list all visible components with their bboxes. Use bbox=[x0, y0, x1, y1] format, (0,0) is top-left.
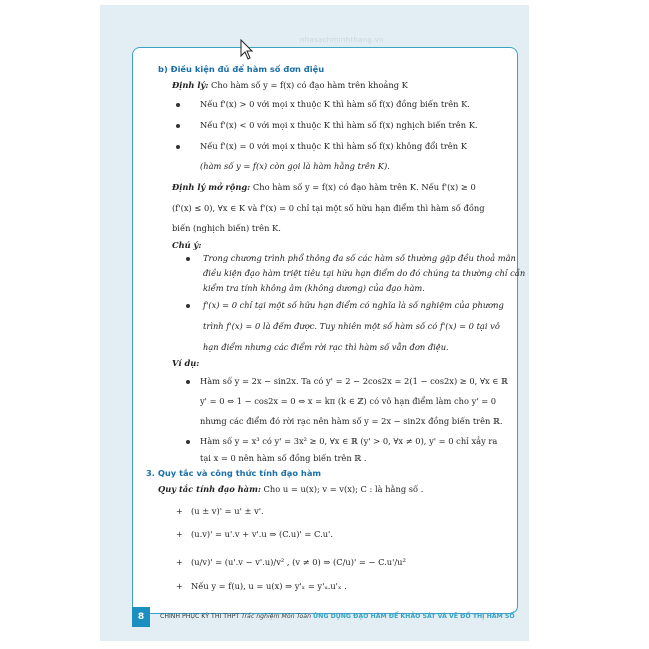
note2-line: trình f'(x) = 0 là đếm được. Tuy nhiên một số hàm số có f'(x) = 0 tại vô bbox=[203, 321, 500, 331]
ex1-line: y' = 0 ⇔ 1 − cos2x = 0 ⇔ x = kπ (k ∈ ℤ) có vô hạn điểm làm cho y' = 0 bbox=[200, 396, 497, 406]
example-label: Ví dụ: bbox=[172, 358, 200, 368]
theorem-label: Định lý: bbox=[172, 80, 209, 90]
bullet bbox=[176, 145, 180, 149]
theorem-item: Nếu f'(x) = 0 với mọi x thuộc K thì hàm số f(x) không đổi trên K bbox=[200, 141, 467, 151]
footer-text bbox=[160, 613, 515, 620]
extended-theorem bbox=[172, 182, 476, 192]
footer-right: ỨNG DỤNG ĐẠO HÀM ĐỂ KHẢO SÁT VÀ VẼ ĐỒ THỊ HÀM SỐ bbox=[312, 613, 515, 620]
note1-line: điều kiện đạo hàm triệt tiêu tại hữu hạn điểm do đó chúng ta thường chỉ cần bbox=[203, 268, 526, 278]
section-b-title: b) Điều kiện đủ để hàm số đơn điệu bbox=[158, 64, 325, 74]
plus-marker: + bbox=[176, 530, 183, 539]
bullet bbox=[186, 304, 190, 308]
page-number: 8 bbox=[132, 607, 150, 627]
bullet bbox=[176, 103, 180, 107]
rule-item: (u/v)' = (u'.v − v'.u)/v² , (v ≠ 0) ⇒ (C/u)' = − C.u'/u² bbox=[191, 557, 406, 567]
note2-line: hạn điểm nhưng các điểm rời rạc thì hàm số vẫn đơn điệu. bbox=[203, 342, 449, 352]
ext-line2: (f'(x) ≤ 0), ∀x ∈ K và f'(x) = 0 chỉ tại một số hữu hạn điểm thì hàm số đồng bbox=[172, 203, 485, 213]
ex1-line: Hàm số y = 2x − sin2x. Ta có y' = 2 − 2cos2x = 2(1 − cos2x) ≥ 0, ∀x ∈ ℝ bbox=[200, 376, 508, 386]
rule-item: Nếu y = f(u), u = u(x) ⇒ y'ₓ = y'ᵤ.u'ₓ . bbox=[191, 581, 347, 591]
rules-text: Cho u = u(x); v = v(x); C : là hằng số . bbox=[263, 484, 424, 494]
theorem-item: Nếu f'(x) < 0 với mọi x thuộc K thì hàm số f(x) nghịch biến trên K. bbox=[200, 120, 478, 130]
theorem bbox=[172, 80, 408, 90]
bullet bbox=[186, 380, 190, 384]
note-label: Chú ý: bbox=[172, 240, 202, 250]
footer-left: CHINH PHỤC KỲ THI THPT bbox=[160, 613, 240, 620]
rules-label: Quy tắc tính đạo hàm: bbox=[158, 484, 261, 494]
note1-line: kiểm tra tính không âm (không dương) của đạo hàm. bbox=[203, 283, 425, 293]
watermark: nhasachminhthang.vn bbox=[300, 36, 384, 44]
theorem-item-note: (hàm số y = f(x) còn gọi là hàm hằng trên K). bbox=[200, 161, 390, 171]
bullet bbox=[186, 257, 190, 261]
ext-label: Định lý mở rộng: bbox=[172, 182, 251, 192]
bullet bbox=[186, 440, 190, 444]
plus-marker: + bbox=[176, 558, 183, 567]
theorem-item: Nếu f'(x) > 0 với mọi x thuộc K thì hàm số f(x) đồng biến trên K. bbox=[200, 99, 470, 109]
theorem-text: Cho hàm số y = f(x) có đạo hàm trên khoảng K bbox=[211, 80, 408, 90]
rule-item: (u.v)' = u'.v + v'.u ⇒ (C.u)' = C.u'. bbox=[191, 529, 333, 539]
section-3-title: 3. Quy tắc và công thức tính đạo hàm bbox=[146, 468, 322, 478]
footer-mid: Trắc nghiệm Môn Toán bbox=[241, 613, 312, 620]
bullet bbox=[176, 124, 180, 128]
ex1-line: nhưng các điểm đó rời rạc nên hàm số y = 2x − sin2x đồng biến trên ℝ. bbox=[200, 416, 503, 426]
ext-line3: biến (nghịch biến) trên K. bbox=[172, 223, 281, 233]
plus-marker: + bbox=[176, 582, 183, 591]
ex2-line: tại x = 0 nên hàm số đồng biến trên ℝ . bbox=[200, 453, 367, 463]
plus-marker: + bbox=[176, 507, 183, 516]
ext-line1: Cho hàm số y = f(x) có đạo hàm trên K. Nếu f'(x) ≥ 0 bbox=[252, 182, 476, 192]
ex2-line: Hàm số y = x³ có y' = 3x² ≥ 0, ∀x ∈ ℝ (y' > 0, ∀x ≠ 0), y' = 0 chỉ xảy ra bbox=[200, 436, 498, 446]
note2-line: f'(x) = 0 chỉ tại một số hữu hạn điểm có nghĩa là số nghiệm của phương bbox=[203, 300, 504, 310]
note1-line: Trong chương trình phổ thông đa số các hàm số thường gặp đều thoả mãn bbox=[203, 253, 516, 263]
mouse-cursor-icon bbox=[240, 39, 254, 61]
rules-intro bbox=[158, 484, 423, 494]
rule-item: (u ± v)' = u' ± v'. bbox=[191, 506, 264, 516]
